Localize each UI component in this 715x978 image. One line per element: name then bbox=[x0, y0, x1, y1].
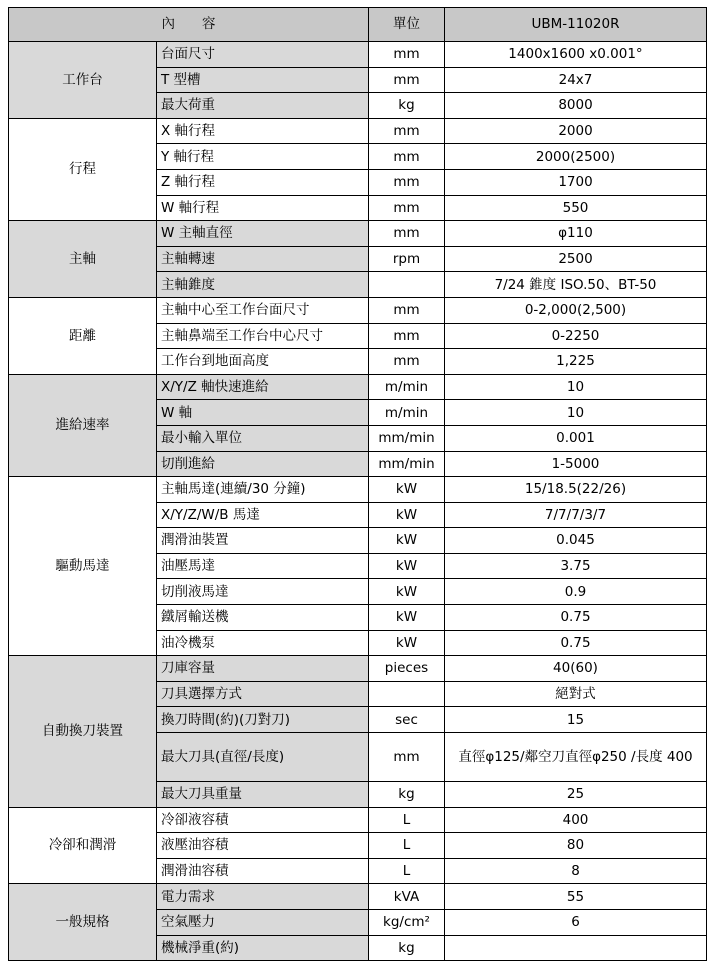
header-content: 內 容 bbox=[9, 8, 369, 42]
category-cell: 一般規格 bbox=[9, 884, 157, 961]
value-cell: 7/24 錐度 ISO.50、BT-50 bbox=[445, 272, 707, 298]
value-cell: 1-5000 bbox=[445, 451, 707, 477]
value-cell: 0.75 bbox=[445, 630, 707, 656]
table-row bbox=[9, 884, 707, 910]
item-cell: 最大刀具重量 bbox=[157, 782, 369, 808]
item-cell: 主軸馬達(連續/30 分鐘) bbox=[157, 477, 369, 503]
value-cell: 7/7/7/3/7 bbox=[445, 502, 707, 528]
item-cell: X 軸行程 bbox=[157, 118, 369, 144]
item-cell: 台面尺寸 bbox=[157, 42, 369, 68]
item-cell: 刀具選擇方式 bbox=[157, 681, 369, 707]
header-model: UBM-11020R bbox=[445, 8, 707, 42]
value-cell: 0-2,000(2,500) bbox=[445, 297, 707, 323]
value-cell: 15/18.5(22/26) bbox=[445, 477, 707, 503]
item-cell: 冷卻液容積 bbox=[157, 807, 369, 833]
value-cell: 2000 bbox=[445, 118, 707, 144]
unit-cell: kg/cm² bbox=[369, 910, 445, 936]
value-cell: 0.045 bbox=[445, 528, 707, 554]
unit-cell: L bbox=[369, 858, 445, 884]
item-cell: 電力需求 bbox=[157, 884, 369, 910]
item-cell: 切削進給 bbox=[157, 451, 369, 477]
item-cell: 油壓馬達 bbox=[157, 553, 369, 579]
category-cell: 進給速率 bbox=[9, 374, 157, 476]
item-cell: 切削液馬達 bbox=[157, 579, 369, 605]
value-cell: 550 bbox=[445, 195, 707, 221]
value-cell: 絕對式 bbox=[445, 681, 707, 707]
value-cell: 2500 bbox=[445, 246, 707, 272]
item-cell: X/Y/Z/W/B 馬達 bbox=[157, 502, 369, 528]
unit-cell: kVA bbox=[369, 884, 445, 910]
value-cell: 40(60) bbox=[445, 656, 707, 682]
table-row bbox=[9, 374, 707, 400]
table-row bbox=[9, 297, 707, 323]
value-cell: 0.75 bbox=[445, 605, 707, 631]
category-cell: 行程 bbox=[9, 118, 157, 220]
item-cell: 主軸錐度 bbox=[157, 272, 369, 298]
unit-cell: mm bbox=[369, 195, 445, 221]
value-cell: 直徑φ125/鄰空刀直徑φ250 /長度 400 bbox=[445, 733, 707, 782]
value-cell: 0-2250 bbox=[445, 323, 707, 349]
value-cell: 0.001 bbox=[445, 425, 707, 451]
unit-cell: m/min bbox=[369, 400, 445, 426]
unit-cell: kW bbox=[369, 477, 445, 503]
table-row bbox=[9, 656, 707, 682]
unit-cell: mm bbox=[369, 323, 445, 349]
spec-body bbox=[9, 42, 707, 961]
item-cell: 潤滑油裝置 bbox=[157, 528, 369, 554]
item-cell: W 主軸直徑 bbox=[157, 221, 369, 247]
item-cell: 液壓油容積 bbox=[157, 833, 369, 859]
unit-cell: kW bbox=[369, 579, 445, 605]
value-cell: 3.75 bbox=[445, 553, 707, 579]
item-cell: 鐵屑輸送機 bbox=[157, 605, 369, 631]
value-cell: 1700 bbox=[445, 169, 707, 195]
unit-cell: mm bbox=[369, 349, 445, 375]
value-cell: 1,225 bbox=[445, 349, 707, 375]
unit-cell: kW bbox=[369, 605, 445, 631]
value-cell: 10 bbox=[445, 374, 707, 400]
item-cell: 工作台到地面高度 bbox=[157, 349, 369, 375]
header-unit: 單位 bbox=[369, 8, 445, 42]
category-cell: 驅動馬達 bbox=[9, 477, 157, 656]
value-cell: 8 bbox=[445, 858, 707, 884]
value-cell: 0.9 bbox=[445, 579, 707, 605]
item-cell: 刀庫容量 bbox=[157, 656, 369, 682]
table-row bbox=[9, 807, 707, 833]
value-cell: 55 bbox=[445, 884, 707, 910]
item-cell: 機械淨重(約) bbox=[157, 935, 369, 961]
item-cell: 最大荷重 bbox=[157, 93, 369, 119]
item-cell: 換刀時間(約)(刀對刀) bbox=[157, 707, 369, 733]
unit-cell: kW bbox=[369, 528, 445, 554]
value-cell: 15 bbox=[445, 707, 707, 733]
value-cell: 25 bbox=[445, 782, 707, 808]
table-row bbox=[9, 42, 707, 68]
item-cell: 主軸轉速 bbox=[157, 246, 369, 272]
header-row bbox=[9, 8, 707, 42]
unit-cell: mm bbox=[369, 221, 445, 247]
value-cell: 8000 bbox=[445, 93, 707, 119]
value-cell: 1400x1600 x0.001° bbox=[445, 42, 707, 68]
unit-cell: kg bbox=[369, 935, 445, 961]
item-cell: 主軸鼻端至工作台中心尺寸 bbox=[157, 323, 369, 349]
item-cell: 最小輸入單位 bbox=[157, 425, 369, 451]
table-row bbox=[9, 477, 707, 503]
unit-cell: mm bbox=[369, 144, 445, 170]
spec-table bbox=[8, 7, 707, 961]
value-cell bbox=[445, 935, 707, 961]
item-cell: X/Y/Z 軸快速進給 bbox=[157, 374, 369, 400]
item-cell: W 軸行程 bbox=[157, 195, 369, 221]
value-cell: 400 bbox=[445, 807, 707, 833]
category-cell: 距離 bbox=[9, 297, 157, 374]
unit-cell: m/min bbox=[369, 374, 445, 400]
item-cell: 空氣壓力 bbox=[157, 910, 369, 936]
category-cell: 主軸 bbox=[9, 221, 157, 298]
unit-cell: mm bbox=[369, 733, 445, 782]
unit-cell: kW bbox=[369, 630, 445, 656]
unit-cell: mm bbox=[369, 67, 445, 93]
item-cell: Y 軸行程 bbox=[157, 144, 369, 170]
item-cell: T 型槽 bbox=[157, 67, 369, 93]
item-cell: 最大刀具(直徑/長度) bbox=[157, 733, 369, 782]
unit-cell: mm bbox=[369, 42, 445, 68]
unit-cell: kg bbox=[369, 782, 445, 808]
unit-cell: rpm bbox=[369, 246, 445, 272]
unit-cell: L bbox=[369, 807, 445, 833]
category-cell: 工作台 bbox=[9, 42, 157, 119]
value-cell: 24x7 bbox=[445, 67, 707, 93]
unit-cell: mm bbox=[369, 297, 445, 323]
value-cell: 2000(2500) bbox=[445, 144, 707, 170]
value-cell: 10 bbox=[445, 400, 707, 426]
unit-cell: pieces bbox=[369, 656, 445, 682]
unit-cell: kg bbox=[369, 93, 445, 119]
unit-cell bbox=[369, 272, 445, 298]
item-cell: Z 軸行程 bbox=[157, 169, 369, 195]
unit-cell: kW bbox=[369, 553, 445, 579]
unit-cell: mm/min bbox=[369, 425, 445, 451]
unit-cell: mm bbox=[369, 118, 445, 144]
value-cell: 80 bbox=[445, 833, 707, 859]
category-cell: 自動換刀裝置 bbox=[9, 656, 157, 807]
table-row bbox=[9, 221, 707, 247]
item-cell: 主軸中心至工作台面尺寸 bbox=[157, 297, 369, 323]
item-cell: 潤滑油容積 bbox=[157, 858, 369, 884]
unit-cell: sec bbox=[369, 707, 445, 733]
value-cell: φ110 bbox=[445, 221, 707, 247]
item-cell: W 軸 bbox=[157, 400, 369, 426]
table-row bbox=[9, 118, 707, 144]
unit-cell: mm bbox=[369, 169, 445, 195]
value-cell: 6 bbox=[445, 910, 707, 936]
unit-cell: mm/min bbox=[369, 451, 445, 477]
unit-cell bbox=[369, 681, 445, 707]
unit-cell: L bbox=[369, 833, 445, 859]
category-cell: 冷卻和潤滑 bbox=[9, 807, 157, 884]
item-cell: 油冷機泵 bbox=[157, 630, 369, 656]
unit-cell: kW bbox=[369, 502, 445, 528]
